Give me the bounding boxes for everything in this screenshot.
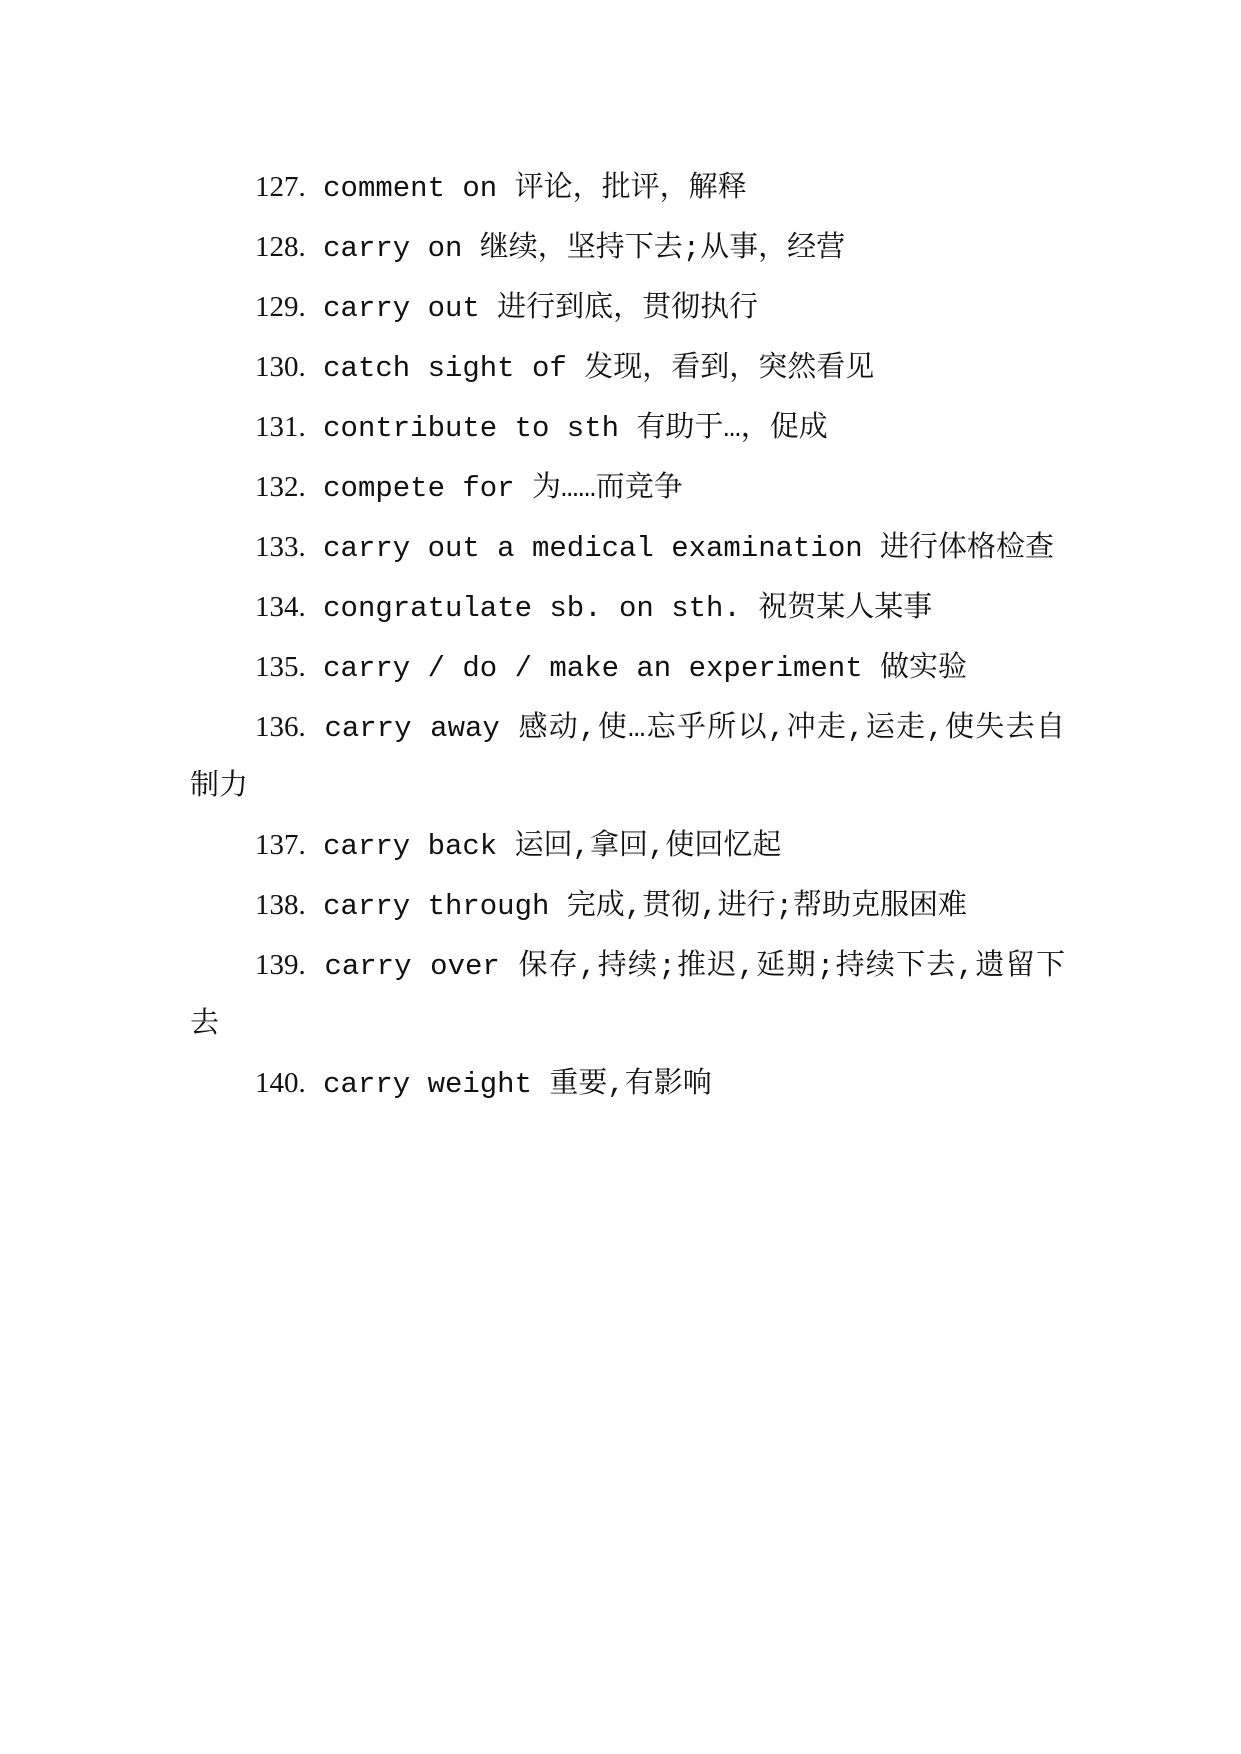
entry-number: 140. bbox=[255, 1067, 306, 1099]
entry-number: 134. bbox=[255, 591, 306, 623]
entry-text: carry out 进行到底，贯彻执行 bbox=[323, 292, 759, 325]
entry-text: carry out a medical examination 进行体格检查 bbox=[323, 532, 1055, 565]
entry-number: 135. bbox=[255, 651, 306, 683]
entry-number: 133. bbox=[255, 531, 306, 563]
vocab-entry-140 bbox=[190, 1054, 1065, 1114]
vocab-entry-135 bbox=[190, 638, 1065, 698]
entry-text: carry weight 重要,有影响 bbox=[323, 1068, 712, 1101]
entry-text: congratulate sb. on sth. 祝贺某人某事 bbox=[323, 592, 933, 625]
vocab-entry-138 bbox=[190, 876, 1065, 936]
entry-number: 128. bbox=[255, 231, 306, 263]
vocab-entry-132 bbox=[190, 458, 1065, 518]
entry-text: compete for 为……而竞争 bbox=[323, 472, 683, 505]
entry-number: 129. bbox=[255, 291, 306, 323]
entry-text: catch sight of 发现，看到，突然看见 bbox=[323, 352, 875, 385]
entry-number: 139. bbox=[255, 949, 306, 981]
entry-text: carry back 运回,拿回,使回忆起 bbox=[323, 830, 782, 863]
vocab-entry-133 bbox=[190, 518, 1065, 578]
entry-text: carry over 保存,持续;推迟,延期;持续下去,遗留下去 bbox=[190, 950, 1065, 1041]
entry-text: carry away 感动,使…忘乎所以,冲走,运走,使失去自制力 bbox=[190, 712, 1065, 803]
vocab-entry-136 bbox=[190, 698, 1065, 816]
entry-text: contribute to sth 有助于…，促成 bbox=[323, 412, 828, 445]
vocab-entry-134 bbox=[190, 578, 1065, 638]
entry-text: carry through 完成,贯彻,进行;帮助克服困难 bbox=[323, 890, 968, 923]
entry-text: carry / do / make an experiment 做实验 bbox=[323, 652, 968, 685]
vocab-entry-127 bbox=[190, 158, 1065, 218]
entry-number: 131. bbox=[255, 411, 306, 443]
vocab-entry-129 bbox=[190, 278, 1065, 338]
vocab-entry-139 bbox=[190, 936, 1065, 1054]
entry-number: 137. bbox=[255, 829, 306, 861]
entry-text: comment on 评论，批评，解释 bbox=[323, 172, 747, 205]
entry-number: 127. bbox=[255, 171, 306, 203]
entry-number: 132. bbox=[255, 471, 306, 503]
vocab-entry-131 bbox=[190, 398, 1065, 458]
entry-text: carry on 继续，坚持下去;从事，经营 bbox=[323, 232, 846, 265]
entry-number: 136. bbox=[255, 711, 306, 743]
vocab-entry-137 bbox=[190, 816, 1065, 876]
vocabulary-list bbox=[190, 158, 1065, 1114]
vocab-entry-128 bbox=[190, 218, 1065, 278]
vocab-entry-130 bbox=[190, 338, 1065, 398]
entry-number: 130. bbox=[255, 351, 306, 383]
entry-number: 138. bbox=[255, 889, 306, 921]
